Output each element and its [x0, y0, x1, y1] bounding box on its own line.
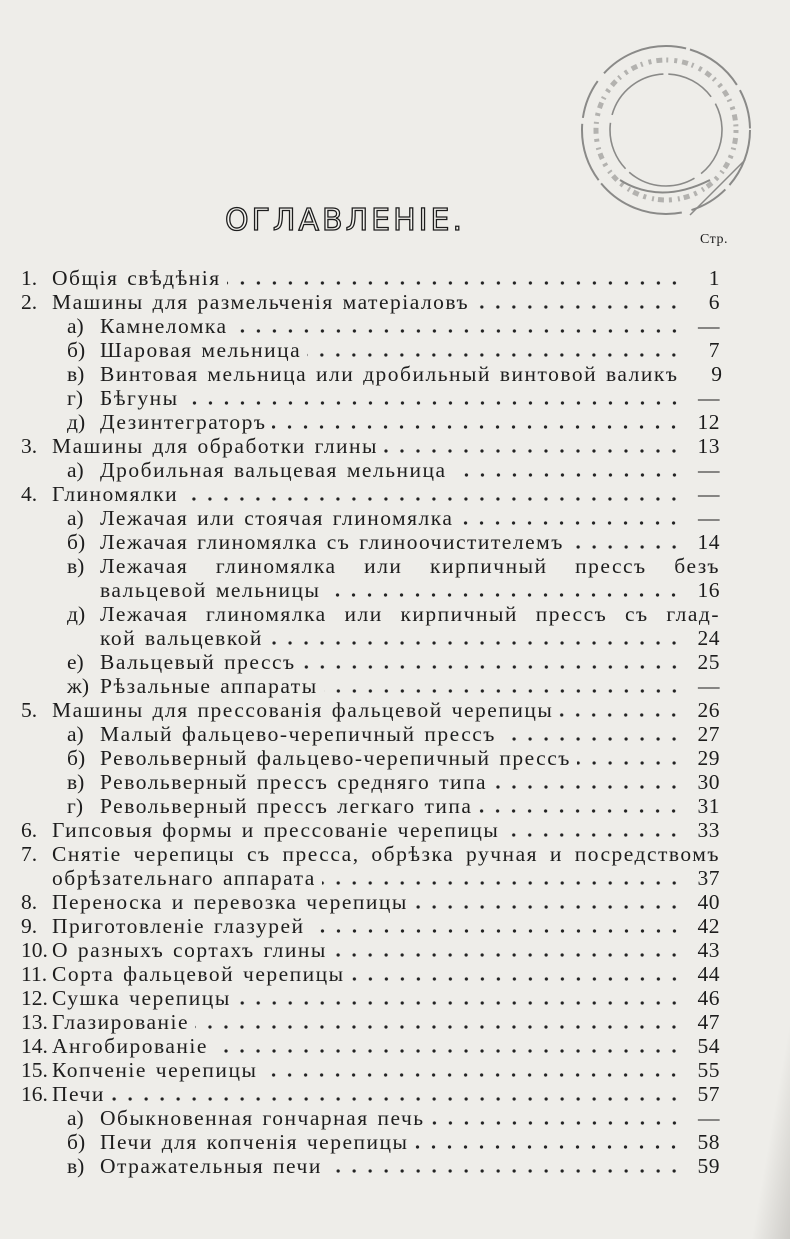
entry-title: Лежачая глиномялка или кирпичный прессъ безъ — [100, 554, 720, 578]
entry-title: Сушка черепицы — [52, 986, 231, 1010]
entry-title: Вальцевый прессъ — [100, 650, 296, 674]
dot-leader — [493, 770, 682, 794]
page-title: ОГЛАВЛЕНІЕ. — [225, 203, 465, 238]
toc-section — [18, 914, 720, 938]
dot-leader — [237, 986, 682, 1010]
dot-leader — [322, 866, 682, 890]
toc-subsection — [18, 338, 720, 362]
toc-subsection — [18, 1106, 720, 1130]
page-number: 58 — [697, 1130, 720, 1154]
entry-title: Печи для копченія черепицы — [100, 1130, 409, 1154]
toc-section — [18, 482, 720, 506]
entry-title: Камнеломка — [100, 314, 228, 338]
dot-leader — [478, 794, 682, 818]
toc-section — [18, 962, 720, 986]
dot-leader — [502, 722, 682, 746]
entry-title: Глиномялки — [52, 482, 179, 506]
dot-leader — [263, 1058, 682, 1082]
dot-leader — [453, 458, 682, 482]
entry-title: Лежачая или стоячая глиномялка — [100, 506, 454, 530]
entry-title: Шаровая мельница — [100, 338, 302, 362]
entry-number: 4. — [21, 482, 38, 506]
entry-number — [18, 866, 52, 890]
toc-subsection — [18, 386, 720, 410]
toc-entry-continuation — [18, 866, 720, 890]
entry-number: б) — [67, 1130, 86, 1154]
page-number: — — [698, 386, 720, 410]
page-number: 9 — [711, 362, 723, 386]
entry-title: Обыкновенная гончарная печь — [100, 1106, 425, 1130]
entry-title: Ангобированіе — [52, 1034, 208, 1058]
dot-leader — [414, 1130, 682, 1154]
dot-leader — [302, 650, 682, 674]
toc-subsection — [18, 458, 720, 482]
entry-title: кой вальцевкой — [100, 626, 263, 650]
dot-leader — [326, 578, 682, 602]
toc-section — [18, 434, 720, 458]
entry-number: 12. — [21, 986, 48, 1010]
toc-subsection — [18, 1130, 720, 1154]
entry-number: 5. — [21, 698, 38, 722]
dot-leader — [324, 674, 682, 698]
toc-subsection — [18, 746, 720, 770]
dot-leader — [570, 530, 682, 554]
entry-number: 7. — [21, 842, 38, 866]
entry-title: Револьверный прессъ средняго типа — [100, 770, 488, 794]
page-number: 33 — [697, 818, 720, 842]
entry-title: Малый фальцево-черепичный прессъ — [100, 722, 496, 746]
toc-subsection — [18, 530, 720, 554]
table-of-contents — [18, 266, 723, 1178]
page-number: 24 — [697, 626, 720, 650]
toc-subsection — [18, 410, 720, 434]
entry-title: Револьверный прессъ легкаго типа — [100, 794, 473, 818]
entry-title: Приготовленіе глазурей — [52, 914, 305, 938]
entry-number: б) — [67, 338, 86, 362]
entry-title: Машины для прессованія фальцевой черепицы — [52, 698, 554, 722]
dot-leader — [384, 434, 682, 458]
entry-title: Отражательныя печи — [100, 1154, 322, 1178]
page-number: 46 — [697, 986, 720, 1010]
entry-title: Лежачая глиномялка съ глиноочистителемъ — [100, 530, 564, 554]
entry-title: Машины для размельченія матеріаловъ — [52, 290, 470, 314]
toc-section — [18, 842, 720, 866]
dot-leader — [269, 626, 682, 650]
entry-number: а) — [67, 506, 84, 530]
entry-number: ж) — [67, 674, 90, 698]
entry-number: в) — [67, 362, 85, 386]
toc-subsection — [18, 770, 720, 794]
toc-subsection — [18, 314, 720, 338]
dot-leader — [577, 746, 682, 770]
page-number: 1 — [708, 266, 720, 290]
dot-leader — [311, 914, 682, 938]
page-number: 37 — [697, 866, 720, 890]
page-number: 13 — [697, 434, 720, 458]
entry-number: е) — [67, 650, 84, 674]
dot-leader — [328, 1154, 682, 1178]
entry-number: д) — [67, 602, 86, 626]
toc-subsection — [18, 794, 720, 818]
dot-leader — [351, 962, 682, 986]
page-number: 26 — [697, 698, 720, 722]
entry-number: а) — [67, 722, 84, 746]
entry-number: 11. — [21, 962, 48, 986]
entry-number: 14. — [21, 1034, 48, 1058]
page-number: 16 — [697, 578, 720, 602]
toc-section — [18, 938, 720, 962]
entry-number: 3. — [21, 434, 38, 458]
page-number: 57 — [697, 1082, 720, 1106]
dot-leader — [195, 1010, 682, 1034]
entry-number: 2. — [21, 290, 38, 314]
entry-title: Печи — [52, 1082, 105, 1106]
entry-number: 9. — [21, 914, 38, 938]
toc-subsection — [18, 362, 723, 386]
toc-section — [18, 698, 720, 722]
page-edge-shadow — [750, 979, 790, 1239]
toc-section — [18, 1058, 720, 1082]
entry-title: Гипсовыя формы и прессованіе черепицы — [52, 818, 500, 842]
entry-title: Дезинтеграторъ — [100, 410, 267, 434]
toc-subsection — [18, 602, 720, 626]
page-number: 59 — [697, 1154, 720, 1178]
entry-number: в) — [67, 770, 85, 794]
page-number: 29 — [697, 746, 720, 770]
dot-leader — [234, 314, 682, 338]
page-column-label: Стр. — [700, 232, 728, 247]
entry-number: а) — [67, 458, 84, 482]
entry-number: в) — [67, 1154, 85, 1178]
page-number: — — [698, 458, 720, 482]
dot-leader — [307, 338, 682, 362]
entry-title: Винтовая мельница или дробильный винтовой валикъ — [100, 362, 679, 386]
page-number: — — [698, 506, 720, 530]
entry-title: О разныхъ сортахъ глины — [52, 938, 327, 962]
dot-leader — [559, 698, 682, 722]
toc-entry-continuation — [18, 626, 720, 650]
entry-number — [67, 578, 93, 602]
dot-leader — [459, 506, 682, 530]
toc-subsection — [18, 650, 720, 674]
page-number: 14 — [697, 530, 720, 554]
entry-title: вальцевой мельницы — [100, 578, 321, 602]
entry-number: 10. — [21, 938, 48, 962]
dot-leader — [272, 410, 682, 434]
page-number: 42 — [697, 914, 720, 938]
page-number: 54 — [697, 1034, 720, 1058]
dot-leader — [414, 890, 682, 914]
entry-title: Револьверный фальцево-черепичный прессъ — [100, 746, 571, 770]
entry-title: Снятіе черепицы съ пресса, обрѣзка ручная и посредствомъ — [52, 842, 720, 866]
dot-leader — [505, 818, 682, 842]
entry-number: а) — [67, 314, 84, 338]
toc-section — [18, 1034, 720, 1058]
toc-section — [18, 890, 720, 914]
page-number: 27 — [697, 722, 720, 746]
entry-title: Рѣзальные аппараты — [100, 674, 318, 698]
toc-section — [18, 290, 720, 314]
page-number: 25 — [697, 650, 720, 674]
page-number: — — [698, 674, 720, 698]
entry-title: Машины для обработки глины — [52, 434, 379, 458]
entry-number: 16. — [21, 1082, 48, 1106]
page-number: 44 — [697, 962, 720, 986]
entry-number: в) — [67, 554, 85, 578]
dot-leader — [184, 482, 682, 506]
toc-section — [18, 1010, 720, 1034]
page-number: 7 — [708, 338, 720, 362]
toc-section — [18, 266, 720, 290]
entry-number: 15. — [21, 1058, 48, 1082]
toc-entry-continuation — [18, 578, 720, 602]
dot-leader — [111, 1082, 682, 1106]
page-number: 47 — [697, 1010, 720, 1034]
dot-leader — [227, 266, 682, 290]
entry-title: Сорта фальцевой черепицы — [52, 962, 345, 986]
entry-title: Общія свѣдѣнія — [52, 266, 221, 290]
entry-number: 1. — [21, 266, 38, 290]
entry-number: 8. — [21, 890, 38, 914]
entry-number: б) — [67, 530, 86, 554]
toc-section — [18, 1082, 720, 1106]
entry-title: Дробильная вальцевая мельница — [100, 458, 447, 482]
entry-number: б) — [67, 746, 86, 770]
entry-number: 6. — [21, 818, 38, 842]
page-number: 43 — [697, 938, 720, 962]
page-number: 6 — [708, 290, 720, 314]
dot-leader — [475, 290, 682, 314]
dot-leader — [431, 1106, 682, 1130]
entry-number — [67, 626, 93, 650]
page-number: 12 — [697, 410, 720, 434]
entry-number: г) — [67, 386, 83, 410]
entry-title: Копченіе черепицы — [52, 1058, 258, 1082]
toc-subsection — [18, 674, 720, 698]
toc-section — [18, 986, 720, 1010]
entry-number: 13. — [21, 1010, 48, 1034]
page-number: 31 — [697, 794, 720, 818]
page-number: — — [698, 314, 720, 338]
toc-subsection — [18, 506, 720, 530]
entry-title: Бѣгуны — [100, 386, 179, 410]
entry-number: а) — [67, 1106, 84, 1130]
toc-subsection — [18, 554, 720, 578]
page-number: — — [698, 482, 720, 506]
toc-section — [18, 818, 720, 842]
dot-leader — [185, 386, 682, 410]
entry-title: Переноска и перевозка черепицы — [52, 890, 408, 914]
entry-title: обрѣзательнаго аппарата — [52, 866, 316, 890]
entry-number: д) — [67, 410, 86, 434]
entry-number: г) — [67, 794, 83, 818]
entry-title: Лежачая глиномялка или кирпичный прессъ съ глад- — [100, 602, 720, 626]
library-stamp — [560, 30, 780, 230]
page-number: — — [698, 1106, 720, 1130]
dot-leader — [214, 1034, 682, 1058]
toc-subsection — [18, 1154, 720, 1178]
entry-title: Глазированіе — [52, 1010, 190, 1034]
page-number: 30 — [697, 770, 720, 794]
dot-leader — [333, 938, 682, 962]
page-number: 40 — [697, 890, 720, 914]
toc-subsection — [18, 722, 720, 746]
page-number: 55 — [697, 1058, 720, 1082]
